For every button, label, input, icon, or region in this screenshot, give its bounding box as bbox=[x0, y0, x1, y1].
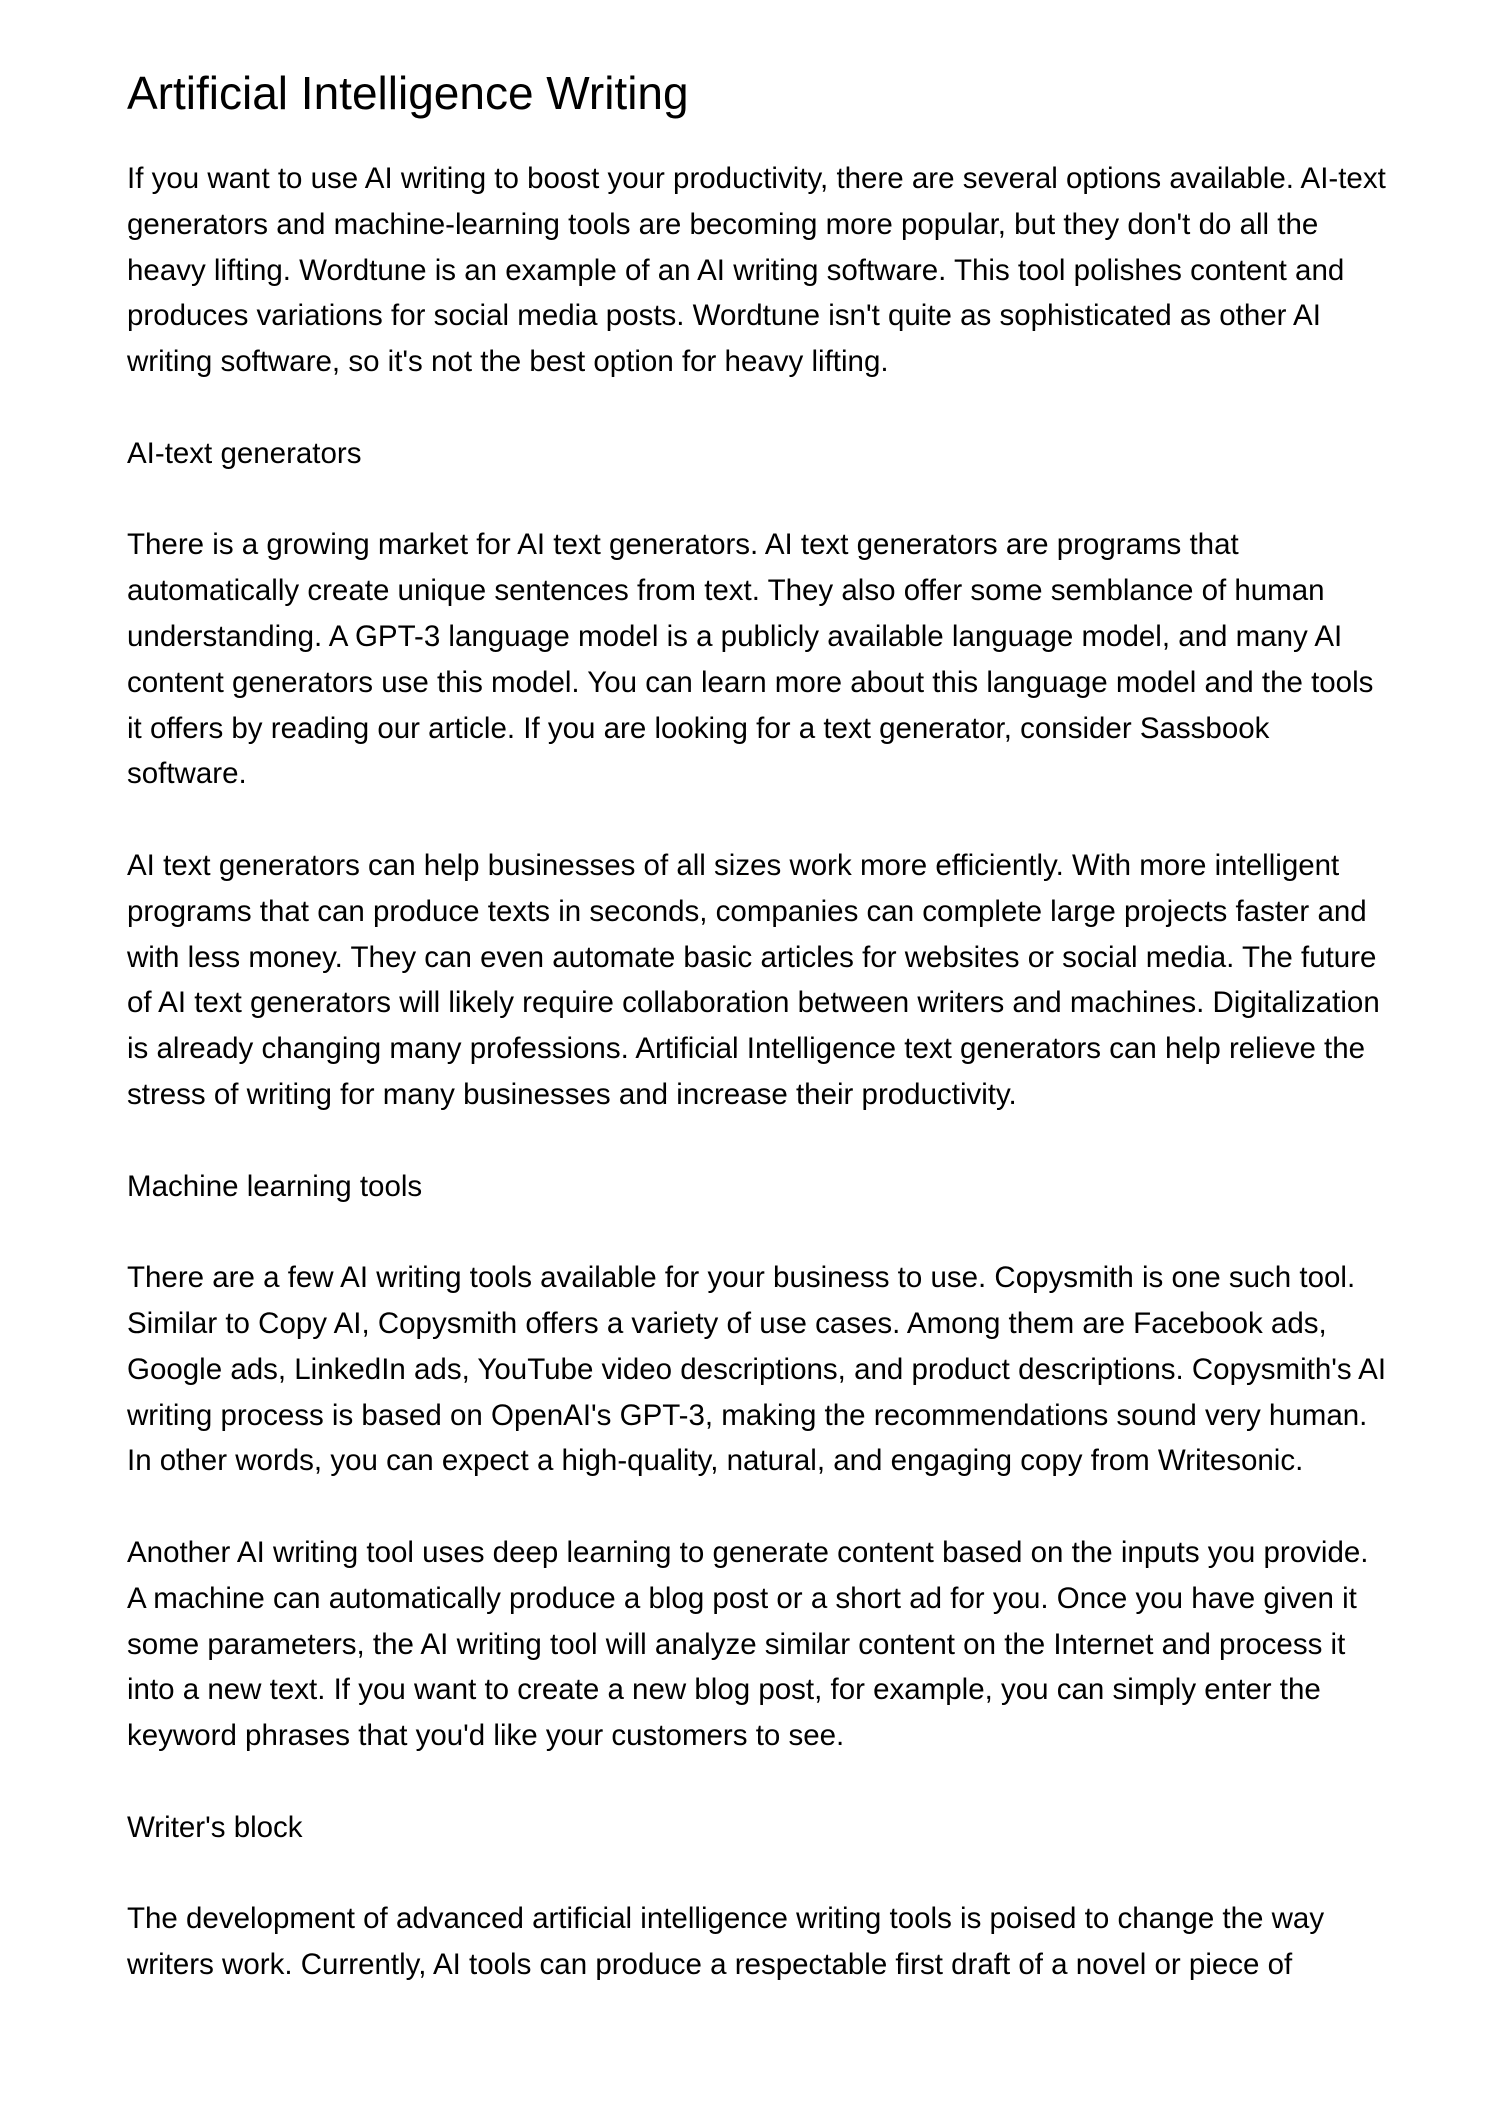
paragraph-copysmith: There are a few AI writing tools available for your business to use. Copysmith is one such tool. Similar to Copy AI, Copysmith offers a variety of use cases. Among them are Facebook ads, Google ads, LinkedIn ads, YouTube video descriptions, and product descriptions. Copysmith's AI writing process is based on OpenAI's GPT-3, making the recommendations sound very human. In other words, you can expect a high-quality, natural, and engaging copy from Writesonic. bbox=[127, 1261, 1387, 1478]
paragraph-writers-block: The development of advanced artificial intelligence writing tools is poised to change the way writers work. Currently, AI tools can produce a respectable first draft of a novel or piece of bbox=[127, 1902, 1325, 1982]
paragraph-ai-text-generators-market: There is a growing market for AI text generators. AI text generators are programs that automatically create unique sentences from text. They also offer some semblance of human understanding. A GPT-3 language model is a publicly available language model, and many AI content generators use this model. You can learn more about this language model and the tools it offers by reading our article. If you are looking for a text generator, consider Sassbook software. bbox=[127, 528, 1374, 791]
section-heading-machine-learning-tools: Machine learning tools bbox=[127, 1169, 423, 1203]
document-body bbox=[127, 156, 1389, 1988]
document-title: Artificial Intelligence Writing bbox=[127, 67, 689, 119]
paragraph-ai-text-generators-business: AI text generators can help businesses of all sizes work more efficiently. With more intelligent programs that can produce texts in seconds, companies can complete large projects faster and with less money. They can even automate basic articles for websites or social media. The future of AI text generators will likely require collaboration between writers and machines. Digitalization is already changing many professions. Artificial Intelligence text generators can help relieve the stress of writing for many businesses and increase their productivity. bbox=[127, 848, 1380, 1111]
intro-paragraph: If you want to use AI writing to boost your productivity, there are several options available. AI-text generators and machine-learning tools are becoming more popular, but they don't do all the heavy lifting. Wordtune is an example of an AI writing software. This tool polishes content and produces variations for social media posts. Wordtune isn't quite as sophisticated as other AI writing software, so it's not the best option for heavy lifting. bbox=[127, 162, 1386, 379]
section-heading-writers-block: Writer's block bbox=[127, 1810, 303, 1844]
section-heading-ai-text-generators: AI-text generators bbox=[127, 436, 362, 470]
document-page bbox=[127, 0, 1389, 2034]
paragraph-deep-learning-tool: Another AI writing tool uses deep learning to generate content based on the inputs you provide. A machine can automatically produce a blog post or a short ad for you. Once you have given it some parameters, the AI writing tool will analyze similar content on the Internet and process it into a new text. If you want to create a new blog post, for example, you can simply enter the keyword phrases that you'd like your customers to see. bbox=[127, 1535, 1369, 1753]
